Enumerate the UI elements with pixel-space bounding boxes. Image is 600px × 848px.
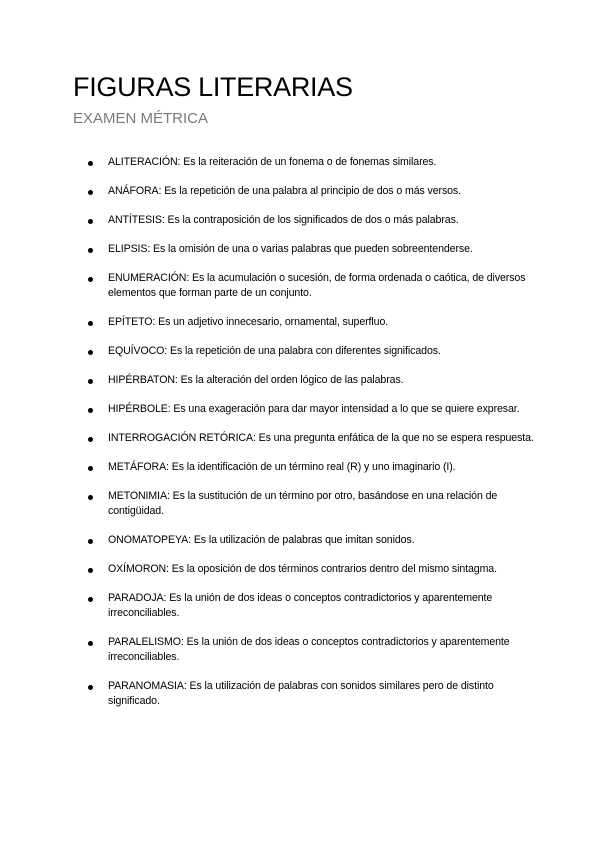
- list-item-text: HIPÉRBATON: Es la alteración del orden lógico de las palabras.: [108, 374, 404, 386]
- list-item-text: METONIMIA: Es la sustitución de un término por otro, basándose en una relación de contigüidad.: [108, 490, 498, 517]
- list-item: [0, 184, 600, 199]
- list-item-text: EQUÍVOCO: Es la repetición de una palabra con diferentes significados.: [108, 345, 441, 357]
- bullet-icon: [88, 379, 93, 384]
- bullet-icon: [88, 466, 93, 471]
- list-item: [0, 635, 600, 665]
- list-item-text: HIPÉRBOLE: Es una exageración para dar mayor intensidad a lo que se quiere expresar.: [108, 403, 520, 415]
- bullet-icon: [88, 190, 93, 195]
- bullet-icon: [88, 350, 93, 355]
- list-item-text: OXÍMORON: Es la oposición de dos términos contrarios dentro del mismo sintagma.: [108, 563, 497, 575]
- bullet-icon: [88, 408, 93, 413]
- list-item: [0, 460, 600, 475]
- list-item-text: PARANOMASIA: Es la utilización de palabras con sonidos similares pero de distinto significado.: [108, 680, 494, 707]
- list-item: [0, 533, 600, 548]
- bullet-icon: [88, 219, 93, 224]
- list-item-text: PARADOJA: Es la unión de dos ideas o conceptos contradictorios y aparentemente irreconciliables.: [108, 592, 493, 619]
- list-item: [0, 242, 600, 257]
- page-title: FIGURAS LITERARIAS: [73, 72, 353, 102]
- bullet-icon: [88, 597, 93, 602]
- bullet-icon: [88, 495, 93, 500]
- list-item: [0, 344, 600, 359]
- list-item-text: ENUMERACIÓN: Es la acumulación o sucesión, de forma ordenada o caótica, de diversos elementos que forman parte de un conjunto.: [108, 272, 526, 299]
- list-item: [0, 213, 600, 228]
- bullet-icon: [88, 437, 93, 442]
- list-item: [0, 562, 600, 577]
- page-subtitle: EXAMEN MÉTRICA: [73, 110, 209, 127]
- list-item: [0, 431, 600, 446]
- list-item: [0, 315, 600, 330]
- bullet-icon: [88, 685, 93, 690]
- bullet-icon: [88, 321, 93, 326]
- list-item: [0, 155, 600, 170]
- bullet-icon: [88, 641, 93, 646]
- list-item-text: PARALELISMO: Es la unión de dos ideas o conceptos contradictorios y aparentemente irreconciliables.: [108, 636, 510, 663]
- list-item: [0, 402, 600, 417]
- bullet-icon: [88, 539, 93, 544]
- bullet-icon: [88, 568, 93, 573]
- list-item-text: ANTÍTESIS: Es la contraposición de los significados de dos o más palabras.: [108, 214, 459, 226]
- list-item-text: ELIPSIS: Es la omisión de una o varias palabras que pueden sobreentenderse.: [108, 243, 473, 255]
- bullet-icon: [88, 248, 93, 253]
- list-item-text: EPÍTETO: Es un adjetivo innecesario, ornamental, superfluo.: [108, 316, 389, 328]
- list-item-text: ALITERACIÓN: Es la reiteración de un fonema o de fonemas similares.: [108, 156, 437, 168]
- list-item: [0, 489, 600, 519]
- bullet-icon: [88, 161, 93, 166]
- figures-list: [0, 155, 600, 723]
- list-item-text: INTERROGACIÓN RETÓRICA: Es una pregunta enfática de la que no se espera respuesta.: [108, 432, 534, 444]
- list-item: [0, 271, 600, 301]
- bullet-icon: [88, 277, 93, 282]
- list-item: [0, 373, 600, 388]
- list-item-text: ANÁFORA: Es la repetición de una palabra al principio de dos o más versos.: [108, 185, 461, 197]
- list-item: [0, 679, 600, 709]
- list-item: [0, 591, 600, 621]
- list-item-text: METÁFORA: Es la identificación de un término real (R) y uno imaginario (I).: [108, 461, 456, 473]
- list-item-text: ONOMATOPEYA: Es la utilización de palabras que imitan sonidos.: [108, 534, 415, 546]
